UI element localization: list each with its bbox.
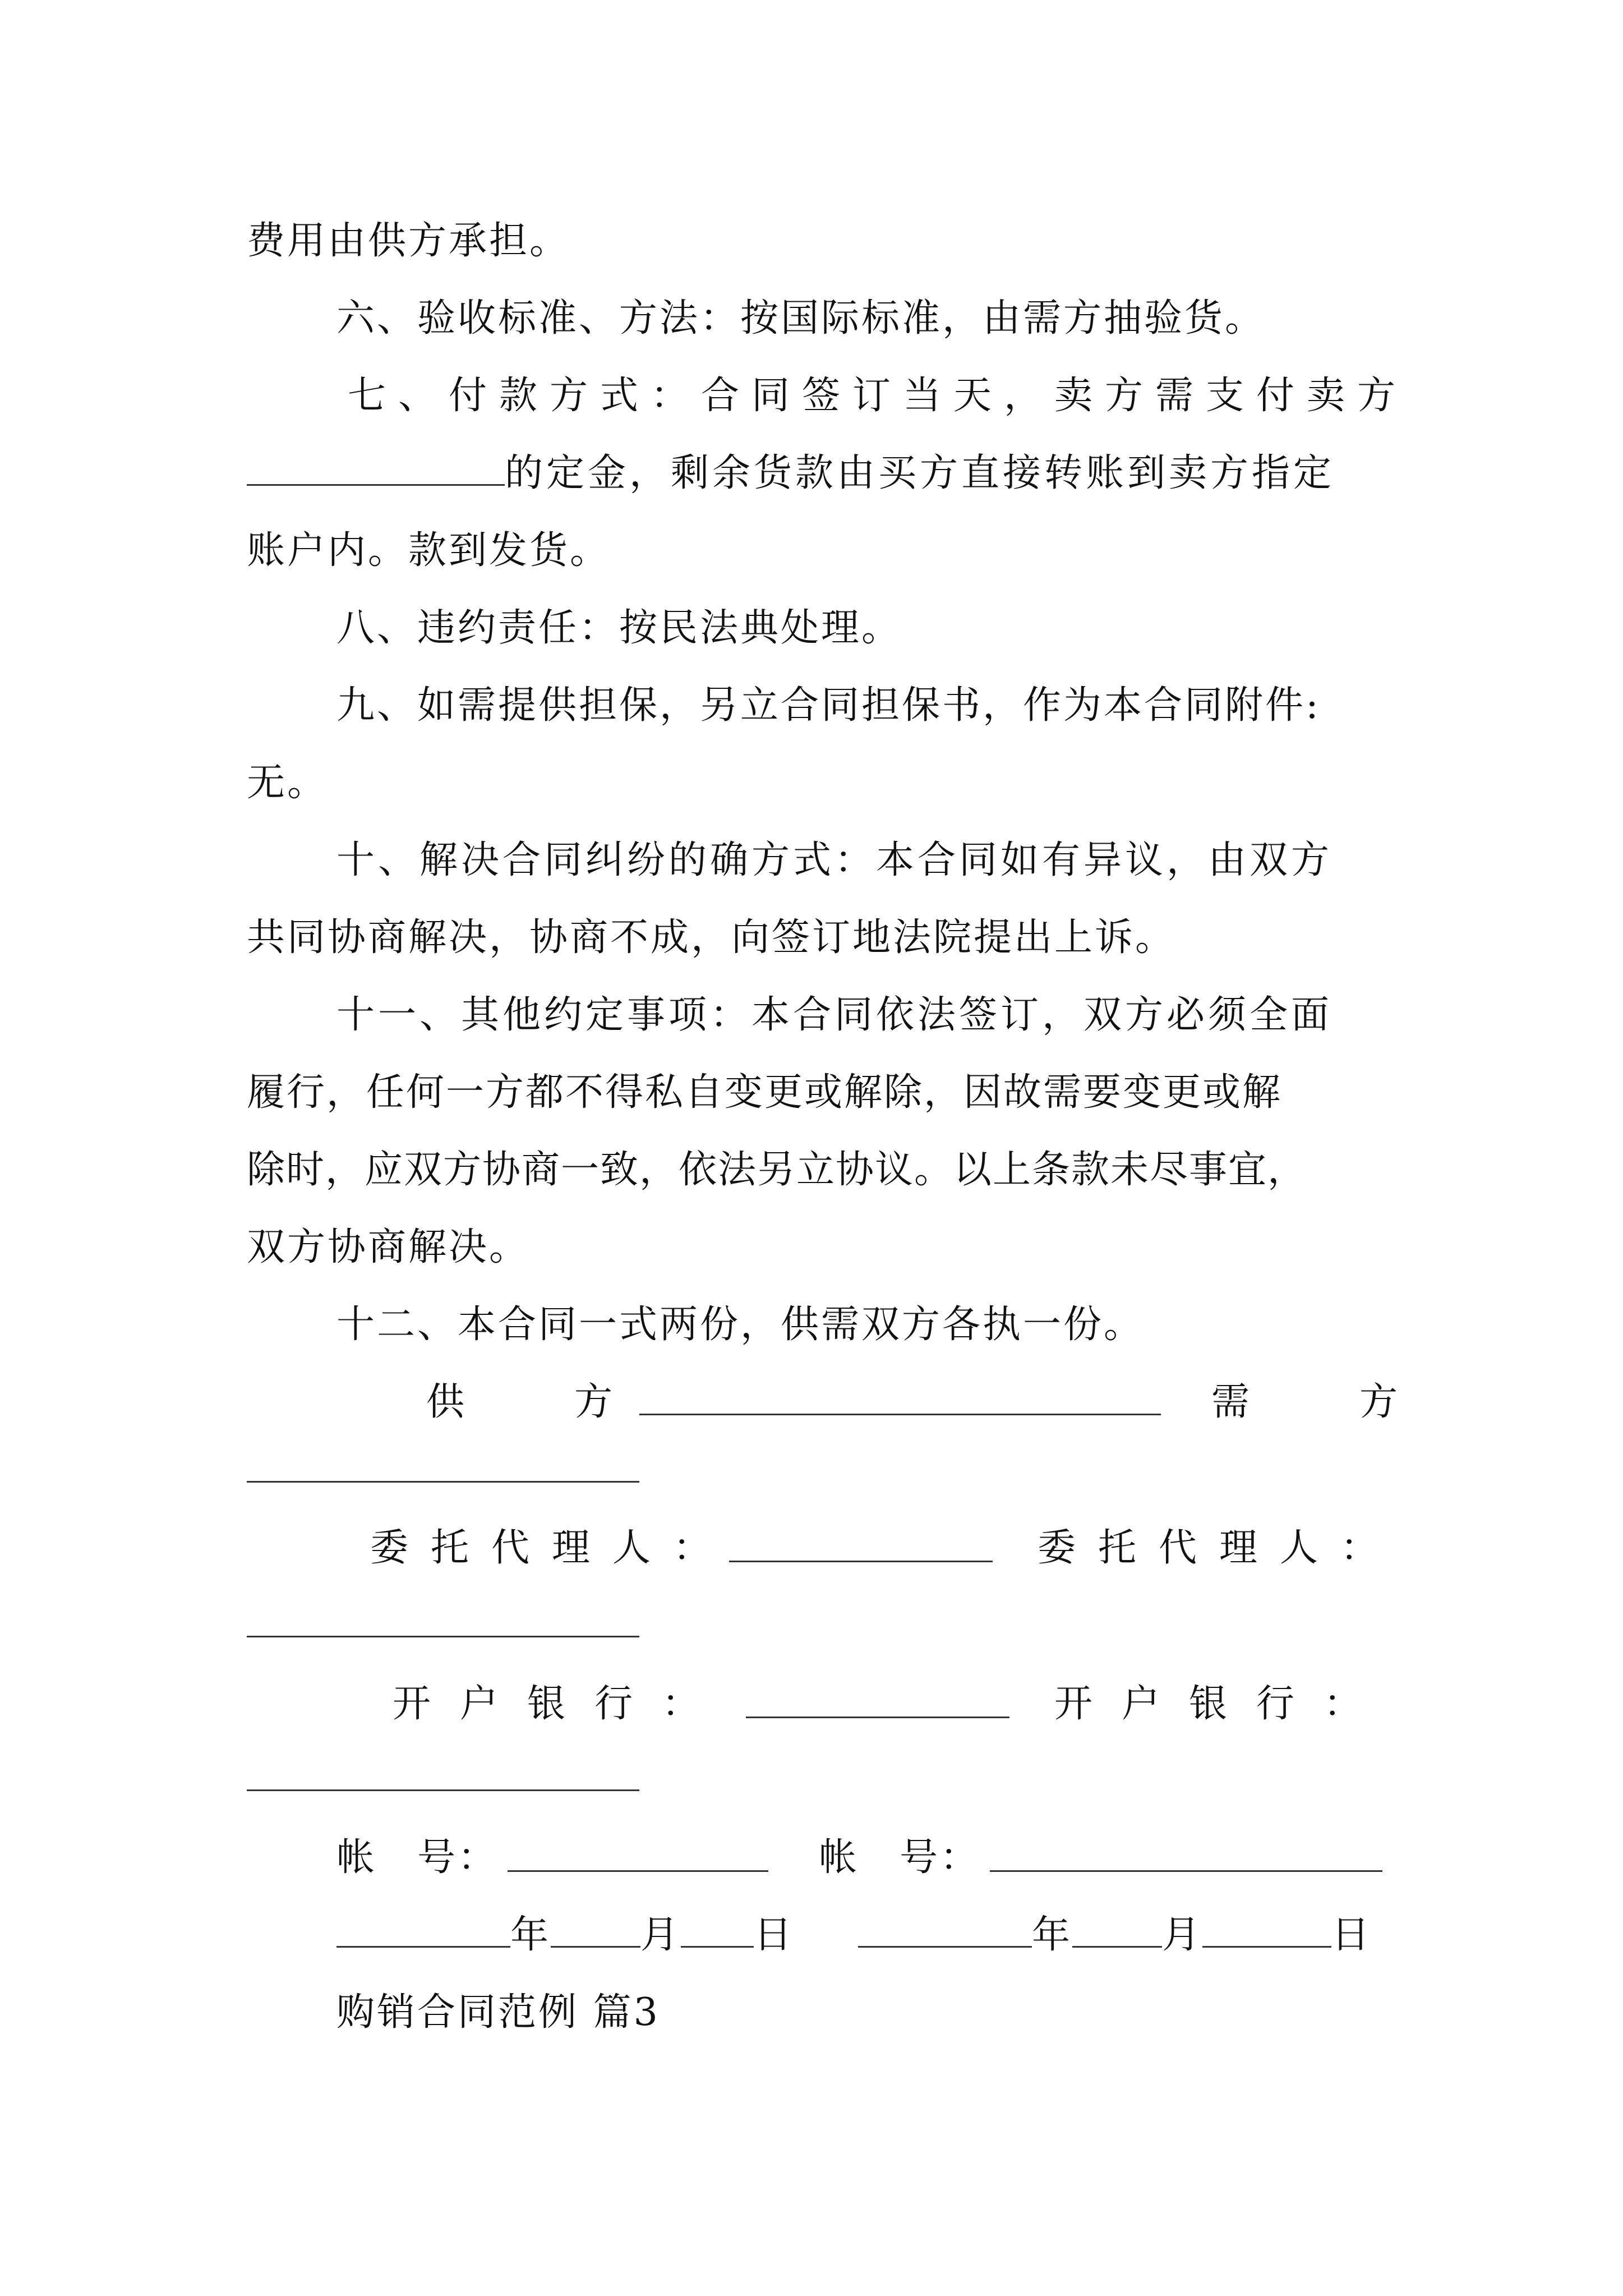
text-line: 无。 bbox=[247, 761, 328, 805]
agent-right-label: 委托代理人： bbox=[1038, 1526, 1401, 1570]
bank-right-label: 开户银行： bbox=[1054, 1682, 1391, 1726]
bank-left-blank[interactable] bbox=[746, 1680, 1009, 1718]
date-right: 年 月 日 bbox=[858, 1907, 1372, 1963]
text-line: 共同协商解决，协商不成，向签订地法院提出上诉。 bbox=[247, 915, 1176, 960]
clause-6: 六、验收标准、方法：按国际标准，由需方抽验货。 bbox=[336, 296, 1266, 341]
clause-11: 十一、其他约定事项：本合同依法签订，双方必须全面 bbox=[336, 993, 1333, 1037]
account-left-label: 帐 号： bbox=[336, 1835, 499, 1880]
year-blank[interactable] bbox=[858, 1909, 1032, 1948]
date-left: 年 月 日 bbox=[336, 1907, 794, 1963]
buyer-label: 需 方 bbox=[1211, 1380, 1409, 1424]
supplier-label: 供 方 bbox=[426, 1380, 624, 1424]
clause-7-text: 七、付款方式：合同签订当天，卖方需支付卖方 bbox=[348, 374, 1408, 418]
day-blank[interactable] bbox=[681, 1909, 754, 1948]
month-blank[interactable] bbox=[551, 1909, 640, 1948]
text-line: 除时，应双方协商一致，依法另立协议。以上条款未尽事宜， bbox=[247, 1148, 1307, 1192]
agent-left-label: 委托代理人： bbox=[370, 1526, 734, 1570]
deposit-blank[interactable] bbox=[247, 447, 505, 486]
bank-right-blank[interactable] bbox=[247, 1789, 639, 1791]
clause-7 bbox=[348, 368, 1408, 424]
buyer-blank[interactable] bbox=[247, 1481, 639, 1483]
clause-8: 八、违约责任：按民法典处理。 bbox=[336, 606, 902, 650]
supplier-blank[interactable] bbox=[639, 1377, 1161, 1415]
section-heading: 购销合同范例 篇3 bbox=[336, 1990, 660, 2035]
agent-left-blank[interactable] bbox=[729, 1524, 993, 1562]
text-line: 履行，任何一方都不得私自变更或解除，因故需要变更或解 bbox=[247, 1070, 1283, 1115]
clause-12: 十二、本合同一式两份，供需双方各执一份。 bbox=[336, 1303, 1145, 1347]
text-line: 费用由供方承担。 bbox=[247, 219, 570, 263]
day-blank[interactable] bbox=[1202, 1909, 1331, 1948]
bank-left-label: 开户银行： bbox=[393, 1682, 730, 1726]
account-left-blank[interactable] bbox=[508, 1833, 768, 1872]
month-blank[interactable] bbox=[1072, 1909, 1162, 1948]
account-right-blank[interactable] bbox=[990, 1833, 1382, 1872]
clause-10: 十、解决合同纠纷的确方式：本合同如有异议，由双方 bbox=[336, 838, 1333, 882]
text-line: 双方协商解决。 bbox=[247, 1225, 530, 1269]
text-line: 账户内。款到发货。 bbox=[247, 528, 611, 573]
clause-9: 九、如需提供担保，另立合同担保书，作为本合同附件: bbox=[336, 683, 1321, 728]
account-right-label: 帐 号： bbox=[819, 1835, 981, 1880]
agent-right-blank[interactable] bbox=[247, 1636, 639, 1637]
clause-7-cont: 的定金，剩余货款由买方直接转账到卖方指定 bbox=[247, 445, 1335, 501]
year-blank[interactable] bbox=[336, 1909, 510, 1948]
